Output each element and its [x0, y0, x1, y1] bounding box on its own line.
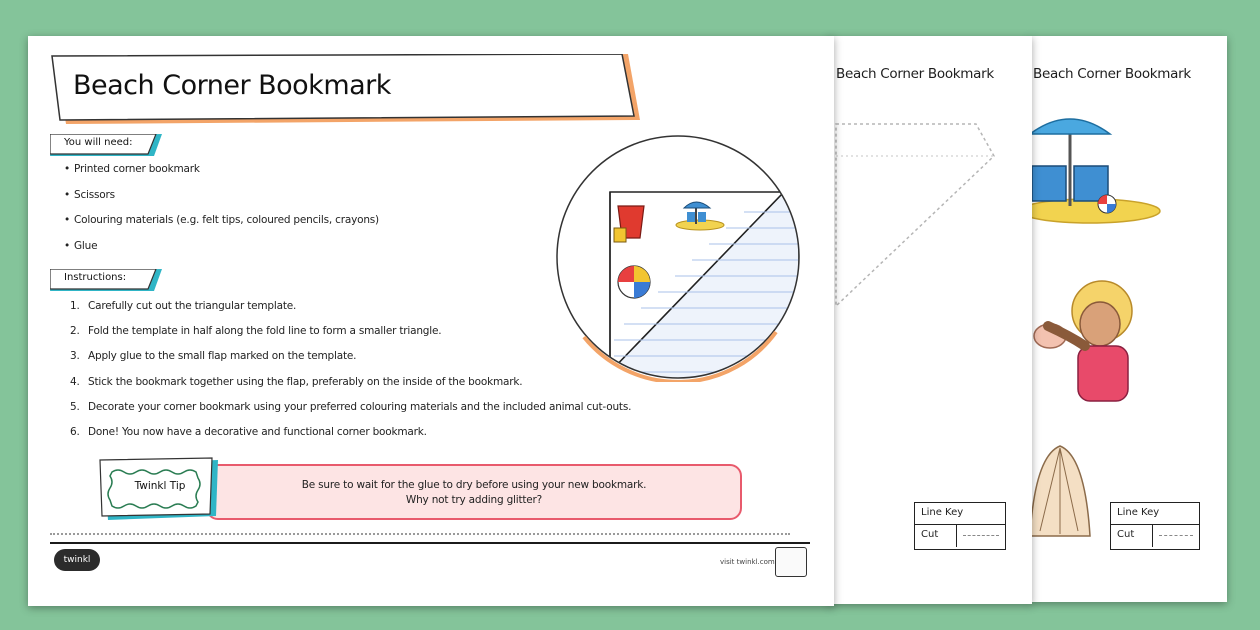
tip-line-2: Why not try adding glitter?: [405, 494, 543, 506]
beach-umbrella-cutout: [1030, 119, 1160, 223]
girl-cutout: [1034, 281, 1132, 401]
list-item: 4. Stick the bookmark together using the flap, preferably on the inside of the bookmark.: [70, 375, 523, 388]
tip-line-1: Be sure to wait for the glue to dry before using your new bookmark.: [301, 479, 647, 491]
twinkl-logo: twinkl: [54, 549, 100, 571]
instructions-heading: [50, 269, 166, 291]
seashell-cutout: [1030, 446, 1090, 536]
list-item: 3. Apply glue to the small flap marked on the template.: [70, 350, 357, 363]
materials-list: [64, 163, 379, 265]
list-item: • Printed corner bookmark: [64, 163, 379, 189]
footer-divider: [50, 542, 810, 544]
line-key-title: Line Key: [915, 503, 1005, 525]
you-will-need-heading: [50, 134, 166, 156]
tip-text: [208, 478, 740, 508]
list-item: 5. Decorate your corner bookmark using your preferred colouring materials and the included animal cut-outs.: [70, 400, 632, 413]
page-3-title: Beach Corner Bookmark: [1033, 66, 1191, 82]
list-item: • Glue: [64, 240, 379, 266]
page-title: Beach Corner Bookmark: [73, 70, 391, 101]
you-will-need-label: You will need:: [64, 137, 133, 148]
award-badge-icon: [775, 547, 807, 577]
cut-line-sample: [957, 525, 1005, 547]
list-item: 6. Done! You now have a decorative and functional corner bookmark.: [70, 425, 427, 438]
beach-ball-icon: [618, 266, 650, 298]
tip-box: [206, 464, 742, 520]
worksheet-page-3: [1030, 36, 1227, 602]
list-item: • Scissors: [64, 189, 379, 215]
line-key-table: [1110, 502, 1200, 550]
line-key-table: [914, 502, 1006, 550]
footer-url: visit twinkl.com: [720, 558, 775, 566]
list-item: 1. Carefully cut out the triangular template.: [70, 300, 297, 312]
line-key-cut-label: Cut: [1111, 525, 1153, 547]
bookmark-preview-circle: [554, 132, 804, 382]
disclaimer-text-line: [50, 533, 790, 536]
worksheet-page-1: [28, 36, 834, 606]
line-key-cut-label: Cut: [915, 525, 957, 547]
instructions-list: [70, 300, 631, 451]
tip-label: Twinkl Tip: [134, 480, 186, 492]
list-item: 2. Fold the template in half along the fold line to form a smaller triangle.: [70, 325, 442, 338]
page-2-title: Beach Corner Bookmark: [836, 66, 994, 82]
worksheet-page-2: [828, 36, 1032, 604]
list-item: • Colouring materials (e.g. felt tips, coloured pencils, crayons): [64, 214, 379, 240]
cut-line-sample: [1153, 525, 1199, 547]
line-key-title: Line Key: [1111, 503, 1199, 525]
instructions-label: Instructions:: [64, 272, 127, 283]
